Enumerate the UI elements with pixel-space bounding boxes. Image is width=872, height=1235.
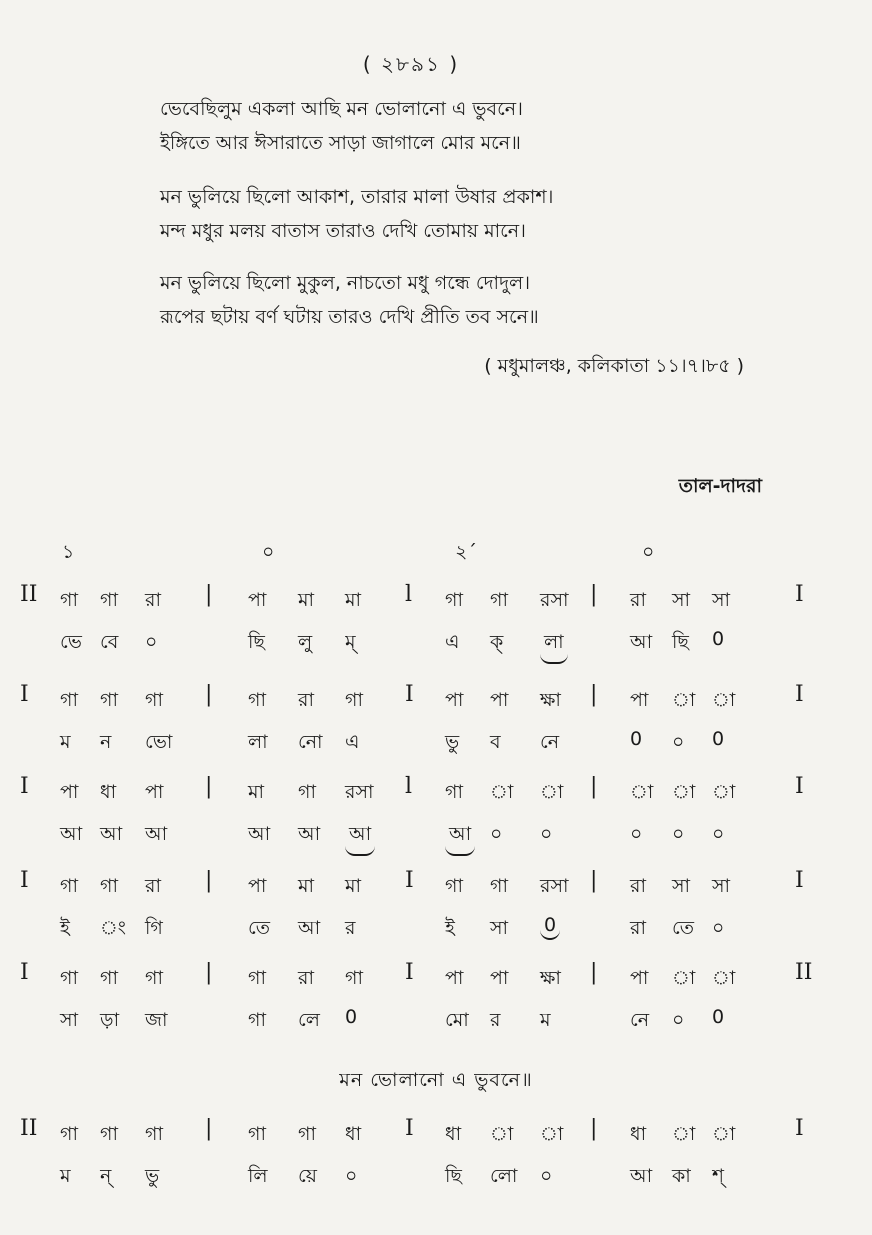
lyric-syllable: শ্ [712, 1165, 724, 1187]
swara-note: মা [298, 875, 315, 897]
bar-line: | [205, 774, 213, 799]
swara-note: া [490, 781, 514, 803]
bar-line: I [20, 774, 29, 799]
swara-note: পা [630, 967, 649, 989]
song-number: ( ২৮৯১ ) [362, 52, 460, 76]
swara-note: গা [490, 589, 508, 611]
swara-note: গা [60, 689, 78, 711]
swara-note: সা [712, 589, 731, 611]
swara-note: গা [100, 589, 118, 611]
lyric-syllable: গি [145, 917, 163, 939]
swara-note: া [540, 1123, 564, 1145]
swara-note: গা [100, 875, 118, 897]
lyric-syllable: নে [540, 731, 560, 753]
lyric-syllable: ০ [712, 823, 725, 845]
swara-note: গা [248, 1123, 266, 1145]
swara-note: ধা [630, 1123, 647, 1145]
lyric-syllable: ভু [145, 1165, 160, 1187]
bar-line: I [20, 960, 29, 985]
bar-line: l [405, 774, 413, 799]
bar-line: II [795, 960, 813, 985]
lyric-syllable: আ [100, 823, 123, 845]
lyric-syllable: ০ [712, 917, 725, 939]
beat-marker: ২´ [455, 541, 477, 563]
swara-note: রা [145, 875, 161, 897]
lyric-syllable: নে [630, 1009, 650, 1031]
lyric-syllable: ব [490, 731, 501, 753]
swara-note: পা [445, 689, 464, 711]
lyric-syllable: আ [445, 820, 475, 856]
lyric-syllable: আ [298, 823, 321, 845]
swara-note: পা [248, 589, 267, 611]
lyric-syllable: 0 [712, 728, 725, 750]
lyric-line: মন ভুলিয়ে ছিলো আকাশ, তারার মালা উষার প্রকাশ। [160, 186, 554, 208]
swara-note: গা [60, 589, 78, 611]
lyric-syllable: ড়া [100, 1009, 120, 1031]
swara-note: পা [60, 781, 79, 803]
lyric-syllable: লো [490, 1165, 518, 1187]
swara-note: রা [145, 589, 161, 611]
swara-note: পা [630, 689, 649, 711]
lyric-syllable: লা [540, 628, 568, 664]
bar-line: I [405, 682, 414, 707]
lyric-syllable: ০ [672, 823, 685, 845]
bar-line: I [795, 868, 804, 893]
swara-note: গা [445, 589, 463, 611]
swara-note: া [672, 967, 696, 989]
swara-note: া [490, 1123, 514, 1145]
bar-line: I [405, 868, 414, 893]
lyric-line: ভেবেছিলুম একলা আছি মন ভোলানো এ ভুবনে। [160, 98, 523, 120]
source-citation: ( মধুমালঞ্চ, কলিকাতা ১১।৭।৮৫ ) [484, 355, 744, 377]
lyric-syllable: ০ [145, 631, 158, 653]
swara-note: রা [298, 689, 314, 711]
swara-note: রসা [540, 589, 569, 611]
lyric-syllable: আ [630, 631, 653, 653]
beat-marker: ০ [262, 541, 275, 563]
lyric-syllable: ০ [672, 1009, 685, 1031]
bar-line: | [205, 868, 213, 893]
swara-note: ধা [445, 1123, 462, 1145]
bar-line: I [795, 774, 804, 799]
bar-line: | [205, 1116, 213, 1141]
lyric-syllable: ন [100, 731, 112, 753]
bar-line: I [795, 582, 804, 607]
swara-note: মা [248, 781, 265, 803]
lyric-syllable: রা [630, 917, 646, 939]
swara-note: রা [630, 875, 646, 897]
lyric-syllable: আ [60, 823, 83, 845]
swara-note: া [672, 781, 696, 803]
lyric-syllable: ০ [345, 1165, 358, 1187]
swara-note: গা [445, 875, 463, 897]
bar-line: | [590, 1116, 598, 1141]
lyric-syllable: গা [248, 1009, 266, 1031]
swara-note: রা [630, 589, 646, 611]
lyric-syllable: জা [145, 1009, 168, 1031]
lyric-syllable: ক্ [490, 631, 504, 653]
lyric-syllable: আ [630, 1165, 653, 1187]
lyric-syllable: বে [100, 631, 119, 653]
swara-note: রসা [540, 875, 569, 897]
bar-line: I [795, 682, 804, 707]
lyric-syllable: সা [490, 917, 509, 939]
lyric-syllable: ছি [248, 631, 265, 653]
swara-note: া [712, 1123, 736, 1145]
lyric-syllable: কা [672, 1165, 691, 1187]
lyric-syllable: ম [60, 1165, 71, 1187]
taal-label: তাল-দাদরা [678, 475, 762, 497]
refrain-line: মন ভোলানো এ ভুবনে॥ [339, 1069, 533, 1091]
swara-note: গা [60, 967, 78, 989]
lyric-syllable: ছি [672, 631, 689, 653]
lyric-syllable: আ [345, 820, 375, 856]
swara-note: গা [100, 967, 118, 989]
lyrics-stanza-1 [160, 92, 523, 160]
swara-note: গা [490, 875, 508, 897]
lyric-syllable: ০ [540, 1165, 553, 1187]
swara-note: ধা [100, 781, 117, 803]
lyric-syllable: 0 [540, 914, 560, 940]
bar-line: | [590, 868, 598, 893]
lyric-syllable: আ [145, 823, 168, 845]
swara-note: পা [490, 967, 509, 989]
swara-note: গা [145, 1123, 163, 1145]
swara-note: গা [60, 1123, 78, 1145]
bar-line: II [20, 1116, 38, 1141]
bar-line: I [20, 868, 29, 893]
beat-marker: ১ [62, 541, 75, 563]
swara-note: গা [298, 1123, 316, 1145]
swara-note: া [540, 781, 564, 803]
bar-line: II [20, 582, 38, 607]
lyrics-stanza-3 [160, 266, 539, 334]
lyric-syllable: 0 [630, 728, 643, 750]
lyric-syllable: তে [672, 917, 694, 939]
swara-note: ক্ষা [540, 967, 561, 989]
beat-marker: ০ [642, 541, 655, 563]
lyric-line: রূপের ছটায় বর্ণ ঘটায় তারও দেখি প্রীতি তব সনে॥ [160, 306, 539, 328]
lyric-syllable: ম [540, 1009, 551, 1031]
bar-line: | [590, 582, 598, 607]
lyric-syllable: 0 [712, 628, 725, 650]
swara-note: গা [145, 689, 163, 711]
lyric-syllable: লা [248, 731, 268, 753]
lyric-syllable: লে [298, 1009, 320, 1031]
swara-note: রা [298, 967, 314, 989]
swara-note: গা [445, 781, 463, 803]
swara-note: গা [100, 1123, 118, 1145]
lyric-syllable: আ [298, 917, 321, 939]
lyric-syllable: ০ [630, 823, 643, 845]
lyric-syllable: আ [248, 823, 271, 845]
swara-note: গা [100, 689, 118, 711]
bar-line: I [20, 682, 29, 707]
bar-line: | [205, 682, 213, 707]
swara-note: া [712, 967, 736, 989]
lyric-syllable: ভু [445, 731, 460, 753]
lyric-syllable: এ [445, 631, 460, 653]
swara-note: মা [345, 875, 362, 897]
swara-note: পা [445, 967, 464, 989]
swara-note: া [630, 781, 654, 803]
lyric-syllable: নো [298, 731, 323, 753]
swara-note: গা [248, 689, 266, 711]
lyric-syllable: ম [60, 731, 71, 753]
swara-note: সা [672, 875, 691, 897]
swara-note: পা [248, 875, 267, 897]
bar-line: l [405, 582, 413, 607]
bar-line: I [795, 1116, 804, 1141]
swara-note: রসা [345, 781, 374, 803]
swara-note: গা [345, 689, 363, 711]
bar-line: I [405, 960, 414, 985]
lyric-syllable: ভে [60, 631, 82, 653]
lyric-syllable: 0 [712, 1006, 725, 1028]
lyric-syllable: লু [298, 631, 313, 653]
swara-note: পা [145, 781, 164, 803]
bar-line: | [590, 774, 598, 799]
lyric-syllable: য়ে [298, 1165, 317, 1187]
lyric-syllable: র [490, 1009, 501, 1031]
bar-line: | [590, 960, 598, 985]
swara-note: মা [345, 589, 362, 611]
swara-note: সা [672, 589, 691, 611]
bar-line: | [205, 582, 213, 607]
swara-note: া [672, 689, 696, 711]
lyric-syllable: র [345, 917, 356, 939]
lyric-syllable: ০ [672, 731, 685, 753]
lyric-syllable: ম্‌ [345, 631, 356, 653]
lyric-syllable: ং [100, 917, 126, 939]
lyric-syllable: ০ [490, 823, 503, 845]
lyric-line: মন্দ মধুর মলয় বাতাস তারাও দেখি তোমায় মানে। [160, 220, 526, 242]
lyric-syllable: লি [248, 1165, 268, 1187]
lyric-syllable: ছি [445, 1165, 462, 1187]
lyric-syllable: মো [445, 1009, 469, 1031]
swara-note: ক্ষা [540, 689, 561, 711]
lyric-syllable: ই [60, 917, 70, 939]
lyric-syllable: সা [60, 1009, 79, 1031]
swara-note: া [712, 689, 736, 711]
bar-line: | [205, 960, 213, 985]
bar-line: I [405, 1116, 414, 1141]
swara-note: পা [490, 689, 509, 711]
swara-note: ধা [345, 1123, 362, 1145]
lyric-syllable: ভো [145, 731, 173, 753]
lyric-line: মন ভুলিয়ে ছিলো মুকুল, নাচতো মধু গন্ধে দোদুল। [160, 272, 531, 294]
swara-note: গা [298, 781, 316, 803]
lyric-syllable: ন্ [100, 1165, 112, 1187]
swara-note: া [712, 781, 736, 803]
swara-note: গা [345, 967, 363, 989]
lyric-syllable: 0 [345, 1006, 358, 1028]
swara-note: গা [248, 967, 266, 989]
lyric-syllable: ই [445, 917, 455, 939]
lyric-syllable: ০ [540, 823, 553, 845]
swara-note: মা [298, 589, 315, 611]
bar-line: | [590, 682, 598, 707]
swara-note: সা [712, 875, 731, 897]
swara-note: গা [145, 967, 163, 989]
lyric-line: ইঙ্গিতে আর ঈসারাতে সাড়া জাগালে মোর মনে॥ [160, 132, 521, 154]
lyric-syllable: এ [345, 731, 360, 753]
lyric-syllable: তে [248, 917, 270, 939]
lyrics-stanza-2 [160, 180, 553, 248]
swara-note: া [672, 1123, 696, 1145]
swara-note: গা [60, 875, 78, 897]
